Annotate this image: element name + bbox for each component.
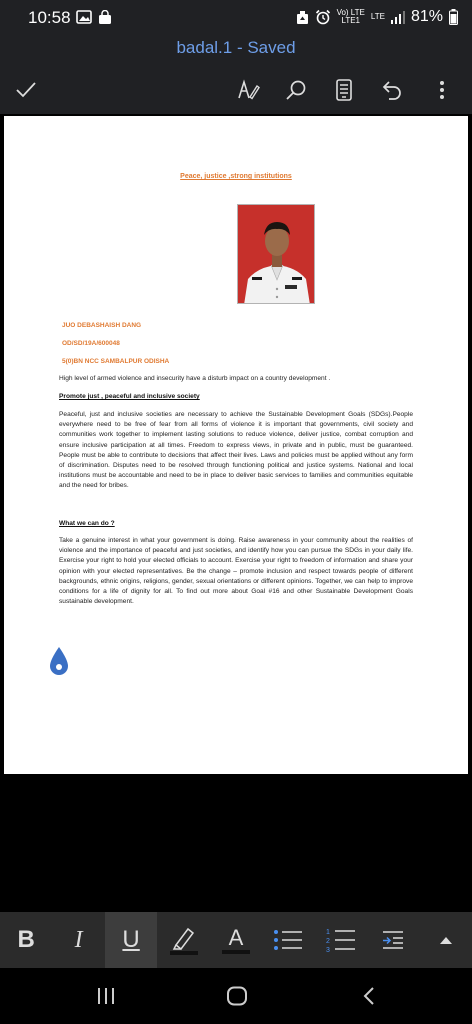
italic-button[interactable] (52, 912, 104, 968)
paragraph-what-we-can-do: Take a genuine interest in what your government is doing. Raise awareness in your community about the realities of violence and the importance of peaceful and just societies, and identify how you can pursue the SDGs in your daily life. Exercise your right to hold your elected officials to account. Exercise your right to freedom of information and share your opinion with your elected representatives. Be the change – promote inclusion and respect towards people of different backgrounds, ethnic origins, religions, gender, sexual orientations or different opinions. Together, we can help to improve conditions for a life of dignity for all. To find out more about Goal #16 and other Sustainable Development Goals sustainable development. (59, 537, 413, 606)
done-button[interactable] (12, 76, 40, 104)
lte-label: LTE (370, 12, 385, 21)
numbered-list-icon (326, 927, 356, 953)
author-name: JUO DEBASHAISH DANG (62, 322, 142, 329)
underline-button[interactable] (105, 912, 157, 968)
home-icon (226, 986, 248, 1006)
svg-text:1: 1 (325, 929, 330, 936)
bullet-list-icon (273, 928, 303, 952)
subheading-promote: Promote just , peaceful and inclusive society (59, 393, 200, 400)
data-saver-icon (296, 10, 309, 25)
author-photo (237, 204, 315, 304)
mobile-view-button[interactable] (330, 76, 358, 104)
bullet-list-button[interactable] (262, 912, 314, 968)
volte-label: Vo) LTE (336, 8, 365, 17)
cursor-handle[interactable] (48, 646, 70, 681)
shopping-bag-icon (98, 10, 112, 25)
document-title[interactable]: badal.1 - Saved (176, 38, 296, 57)
author-unit: 5(0)BN NCC SAMBALPUR ODISHA (62, 358, 170, 365)
underline-label: U (122, 926, 140, 953)
recent-apps-icon (96, 986, 116, 1006)
battery-icon (449, 9, 458, 25)
navigation-bar (0, 968, 472, 1024)
intro-paragraph: High level of armed violence and insecurity have a disturb impact on a country development . (59, 375, 331, 382)
svg-text:2: 2 (325, 938, 330, 945)
top-toolbar (0, 66, 472, 114)
undo-button[interactable] (378, 76, 406, 104)
gallery-icon (76, 10, 92, 24)
more-options-button[interactable] (428, 76, 456, 104)
back-icon (362, 986, 376, 1006)
paragraph-promote: Peaceful, just and inclusive societies are necessary to achieve the Sustainable Development Goals (SDGs).People everywhere need to be free of fear from all forms of violence it is important that governments, civil society and communities work together to implement lasting solutions to reduce violence, deliver justice, combat corruption and ensure inclusive participation at all times. Freedom to express views, in private and in public, must be guaranteed. People must be able to contribute to decisions that affect their lives. Laws and policies must be applied without any form of discrimination. Disputes need to be resolved through functioning political and justice systems. National and local institutions must be accountable and need to be in place to deliver basic services to families and communities equitable and the need for bribes. (59, 411, 413, 490)
battery-percent: 81% (410, 8, 443, 25)
checkmark-icon (14, 78, 38, 102)
alarm-icon (315, 9, 331, 25)
more-vertical-icon (430, 78, 454, 102)
author-id: OD/SD/19A/600048 (62, 340, 120, 347)
font-color-label: A (228, 925, 244, 950)
italic-label: I (74, 926, 83, 953)
font-color-button[interactable] (210, 912, 262, 968)
indent-icon (381, 928, 405, 952)
highlighter-icon (170, 925, 198, 955)
bold-label: B (17, 926, 35, 953)
recent-apps-button[interactable] (96, 986, 116, 1011)
svg-text:3: 3 (325, 947, 330, 953)
document-canvas[interactable] (0, 114, 472, 912)
font-color-swatch (222, 950, 250, 954)
doc-heading: Peace, justice ,strong institutions (180, 173, 292, 180)
lte1-label: LTE1 (341, 16, 360, 25)
subheading-what-we-can-do: What we can do ? (59, 520, 115, 527)
numbered-list-button[interactable] (315, 912, 367, 968)
caret-up-icon (439, 935, 453, 945)
home-button[interactable] (226, 986, 248, 1011)
search-icon (284, 78, 308, 102)
indent-button[interactable] (367, 912, 419, 968)
title-bar (0, 36, 472, 66)
status-bar (0, 0, 472, 36)
document-page[interactable] (4, 116, 468, 774)
mobile-view-icon (332, 78, 356, 102)
highlight-button[interactable] (157, 912, 209, 968)
draw-pen-icon (236, 78, 260, 102)
text-cursor-drop-icon (48, 646, 70, 676)
signal-icon (391, 11, 405, 24)
format-bar (0, 912, 472, 968)
expand-format-button[interactable] (420, 912, 472, 968)
search-button[interactable] (282, 76, 310, 104)
clock: 10:58 (28, 8, 71, 27)
draw-button[interactable] (234, 76, 262, 104)
bold-button[interactable] (0, 912, 52, 968)
undo-icon (380, 78, 404, 102)
back-button[interactable] (362, 986, 376, 1011)
